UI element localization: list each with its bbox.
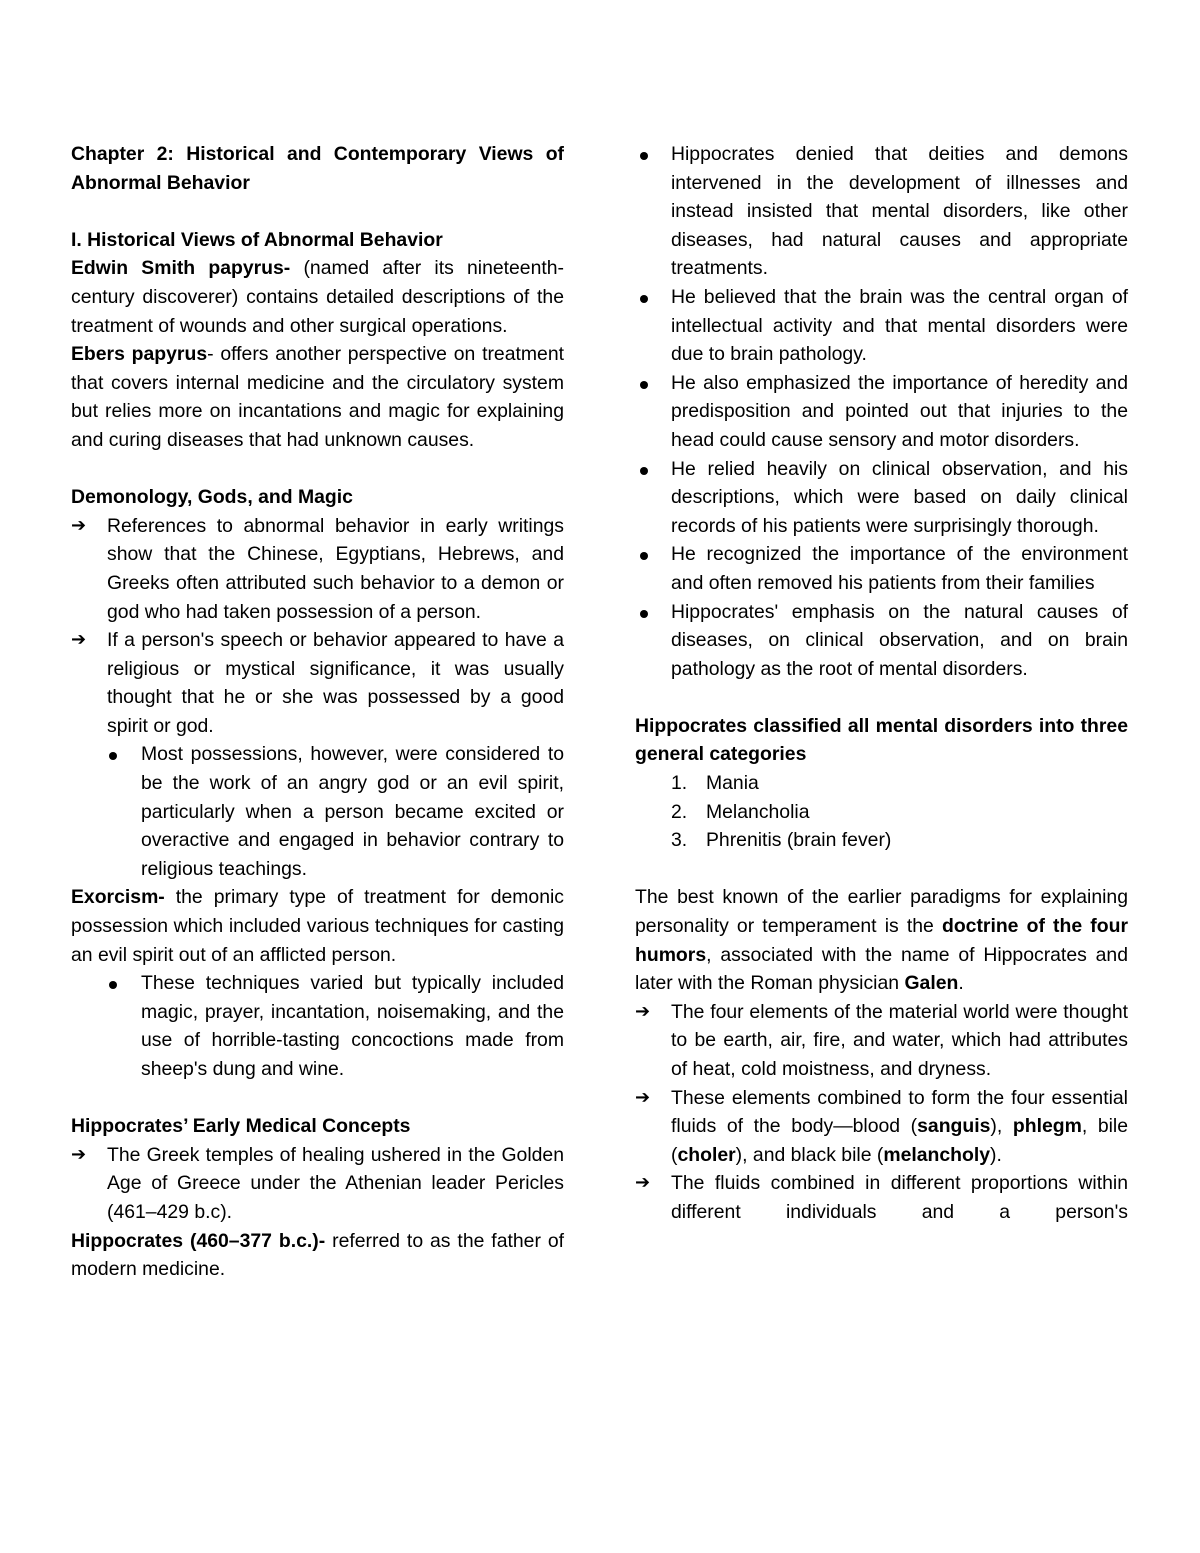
text-run: , associated with the name of Hippocrates and later with the Roman physician: [635, 943, 1128, 995]
chapter-title: Chapter 2: Historical and Contemporary Views of Abnormal Behavior: [71, 143, 564, 194]
text-run: These elements combined to form the four essential fluids of the body—blood (: [671, 1086, 1128, 1138]
left-column: [71, 140, 564, 1284]
text-run: , bile (: [671, 1115, 1128, 1166]
right-column: [635, 140, 1128, 1227]
edwin-smith-term: Edwin Smith papyrus-: [71, 257, 291, 280]
hippocrates-heading: Hippocrates’ Early Medical Concepts: [71, 1115, 411, 1138]
arrow-item: [635, 1084, 1128, 1170]
exorcism-paragraph: [71, 883, 564, 969]
bullet-item: He recognized the importance of the environment and often removed his patients from their families: [635, 540, 1128, 597]
item-number: 3.: [671, 829, 688, 852]
bullet-item: He believed that the brain was the central organ of intellectual activity and that mental disorders were due to brain pathology.: [635, 283, 1128, 369]
exorcism-term: Exorcism-: [71, 886, 165, 909]
item-text: Melancholia: [706, 800, 810, 823]
spacer: [71, 1084, 564, 1113]
numbered-item: [635, 769, 1128, 798]
arrow-item: ➔ The four elements of the material world were thought to be earth, air, fire, and water, which had attributes of heat, cold moistness, and dryness.: [635, 998, 1128, 1084]
arrow-item: ➔ If a person's speech or behavior appeared to have a religious or mystical significance, it was usually thought that he or she was possessed by a good spirit or god.: [71, 626, 564, 740]
exorcism-text: the primary type of treatment for demonic possession which included various techniques for casting an evil spirit out of an afflicted person.: [71, 886, 564, 966]
arrow-item: ➔ References to abnormal behavior in early writings show that the Chinese, Egyptians, Hebrews, and Greeks often attributed such behavior to a demon or god who had taken possession of a person.: [71, 512, 564, 626]
text-run: ),: [990, 1115, 1013, 1138]
ebers-term: Ebers papyrus: [71, 343, 208, 366]
hippocrates-term: Hippocrates (460–377 b.c.)-: [71, 1229, 326, 1252]
item-text: Phrenitis (brain fever): [706, 829, 892, 852]
numbered-item: [635, 798, 1128, 827]
edwin-smith-text: (named after its nineteenth-century discoverer) contains detailed descriptions of the treatment of wounds and other surgical operations.: [71, 257, 565, 337]
text-run: .: [958, 972, 964, 995]
bullet-item: He also emphasized the importance of heredity and predisposition and pointed out that injuries to the head could cause sensory and motor disorders.: [635, 369, 1128, 455]
demonology-heading: Demonology, Gods, and Magic: [71, 486, 353, 509]
section-heading: I. Historical Views of Abnormal Behavior: [71, 228, 443, 251]
text-run: The best known of the earlier paradigms for explaining personality or temperament is the: [635, 886, 1128, 938]
bullet-item: Hippocrates' emphasis on the natural causes of diseases, on clinical observation, and on brain pathology as the root of mental disorders.: [635, 598, 1128, 684]
ebers-paragraph: [71, 340, 564, 454]
bullet-item: Most possessions, however, were considered to be the work of an angry god or an evil spirit, particularly when a person became excited or overactive and engaged in behavior contrary to religious teachings.: [106, 740, 564, 883]
edwin-smith-paragraph: [71, 254, 564, 340]
arrow-item: ➔ The fluids combined in different proportions within different individuals and a person's: [635, 1169, 1128, 1226]
phlegm-term: phlegm: [1012, 1115, 1082, 1138]
choler-term: choler: [677, 1143, 736, 1166]
hippocrates-paragraph: [71, 1227, 564, 1284]
spacer: [71, 455, 564, 484]
humors-paragraph: [635, 883, 1128, 997]
item-text: Mania: [706, 772, 759, 795]
bullet-item: He relied heavily on clinical observation, and his descriptions, which were based on daily clinical records of his patients were surprisingly thorough.: [635, 455, 1128, 541]
ebers-text: - offers another perspective on treatment that covers internal medicine and the circulatory system but relies more on incantations and magic for explaining and curing diseases that had unknown causes.: [71, 343, 564, 451]
galen-term: Galen: [904, 972, 959, 995]
hippocrates-text: referred to as the father of modern medicine.: [71, 1229, 564, 1281]
bullet-item: Hippocrates denied that deities and demons intervened in the development of illnesses and instead insisted that mental disorders, like other diseases, had natural causes and appropriate treatments.: [635, 140, 1128, 283]
spacer: [635, 855, 1128, 884]
item-number: 2.: [671, 800, 688, 823]
spacer: [635, 683, 1128, 712]
bullet-item: These techniques varied but typically included magic, prayer, incantation, noisemaking, and the use of horrible-tasting concoctions made from sheep's dung and wine.: [106, 969, 564, 1083]
numbered-item: [635, 826, 1128, 855]
spacer: [71, 197, 564, 226]
melancholy-term: melancholy: [883, 1143, 991, 1166]
sanguis-term: sanguis: [917, 1115, 991, 1138]
text-run: ), and black bile (: [735, 1143, 884, 1166]
text-run: ).: [990, 1143, 1002, 1166]
categories-heading: Hippocrates classified all mental disorders into three general categories: [635, 714, 1128, 766]
item-number: 1.: [671, 772, 688, 795]
four-humors-term: doctrine of the four humors: [635, 915, 1128, 966]
arrow-item: ➔ The Greek temples of healing ushered in the Golden Age of Greece under the Athenian leader Pericles (461–429 b.c).: [71, 1141, 564, 1227]
